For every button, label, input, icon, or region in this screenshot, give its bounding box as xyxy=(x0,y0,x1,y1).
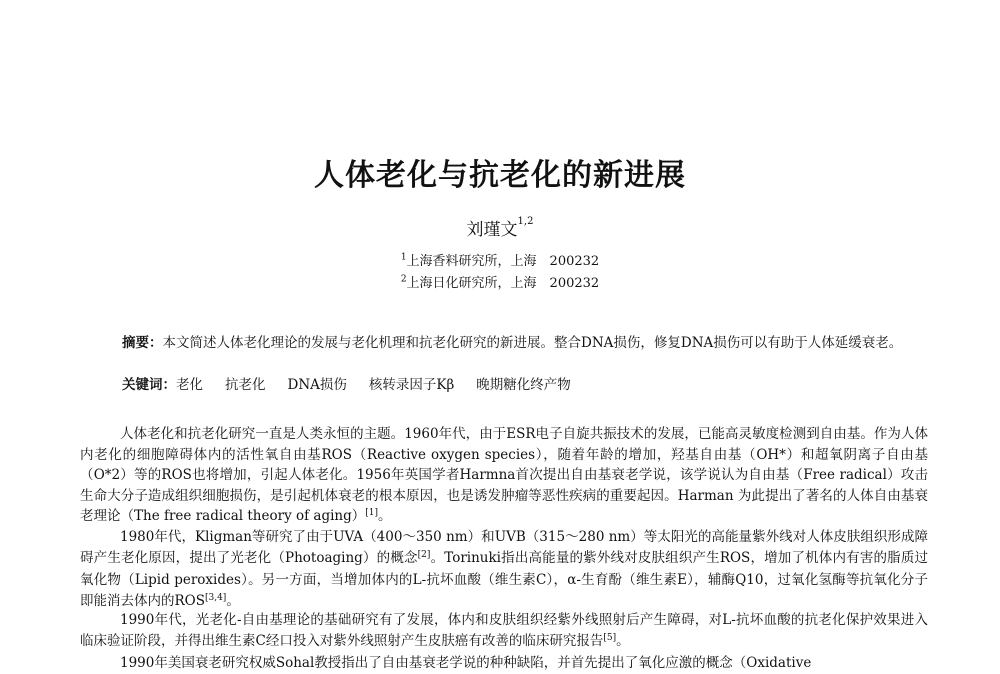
body-paragraph-2 xyxy=(80,527,928,613)
paragraph-text: 人体老化和抗老化研究一直是人类永恒的主题。1960年代，由于ESR电子自旋共振技术的发展，已能高灵敏度检测到自由基。作为人体内老化的细胞障碍体内的活性氧自由基ROS（Reactive oxygen species），随着年龄的增加，羟基自由基（OH*）和超氧阴离子自由基（O*2）等的ROS也将增加，引起人体老化。1956年英国学者Harmna首次提出自由基衰老学说，该学说认为自由基（Free radical）攻击生命大分子造成组织细胞损伤，是引起机体衰老的根本原因，也是诱发肿瘤等恶性疾病的重要起因。Harman 为此提出了著名的人体自由基衰老理论（The free radical theory of aging） xyxy=(80,426,928,524)
abstract-label: 摘要： xyxy=(122,335,163,351)
keyword-item: 核转录因子Kβ xyxy=(368,377,455,393)
paragraph-text: 1990年代，光老化-自由基理论的基础研究有了发展，体内和皮肤组织经紫外线照射后产生障碍，对L-抗坏血酸的抗老化保护效果进入临床验证阶段，并得出维生素C经口投入对紫外线照射产生皮肤癌有改善的临床研究报告 xyxy=(80,612,928,649)
abstract xyxy=(80,333,928,354)
keyword-item: DNA损伤 xyxy=(287,377,347,393)
paragraph-text: 。Torinuki指出高能量的紫外线对皮肤组织产生ROS，增加了机体内有害的脂质过氧化物（Lipid peroxides）。另一方面，当增加体内的L-抗坏血酸（维生素C），α-生育酚（维生素E），辅酶Q10，过氧化氢酶等抗氧化分子即能消去体内的ROS xyxy=(80,549,928,609)
citation-mark: [5] xyxy=(603,632,617,643)
paragraph-end: 。 xyxy=(226,592,240,609)
keyword-item: 抗老化 xyxy=(225,377,266,393)
author-name: 刘瑾文 xyxy=(466,220,518,240)
affiliation-2 xyxy=(0,272,1000,291)
paragraph-text: 1980年代，Kligman等研究了由于UVA（400～350 nm）和UVB（315～280 nm）等太阳光的高能量紫外线对人体皮肤组织形成障碍产生老化原因，提出了光老化（Photoaging）的概念 xyxy=(80,529,928,566)
body-paragraph-1 xyxy=(80,424,928,529)
keywords xyxy=(80,375,928,396)
keywords-label: 关键词： xyxy=(122,377,176,393)
author-line xyxy=(0,215,1000,240)
affiliation-1-mark: 1 xyxy=(400,252,407,263)
citation-mark: [1] xyxy=(365,508,378,518)
keyword-item: 老化 xyxy=(176,377,203,393)
affiliation-1 xyxy=(0,250,1000,269)
body-paragraph-3 xyxy=(80,610,928,653)
citation-mark: [3,4] xyxy=(204,592,227,603)
paragraph-end: 。 xyxy=(616,632,630,649)
paragraph-end: 。 xyxy=(378,508,392,524)
affiliation-2-text: 上海日化研究所，上海 200232 xyxy=(406,276,600,291)
affiliation-1-text: 上海香料研究所，上海 200232 xyxy=(406,254,600,269)
author-affiliation-marks: 1,2 xyxy=(517,216,534,228)
abstract-text: 本文简述人体老化理论的发展与老化机理和抗老化研究的新进展。整合DNA损伤，修复DNA损伤可以有助于人体延缓衰老。 xyxy=(162,335,903,351)
keyword-item: 晚期糖化终产物 xyxy=(476,377,571,393)
paragraph-text: 1990年美国衰老研究权威Sohal教授指出了自由基衰老学说的种种缺陷，并首先提出了氧化应激的概念（Oxidative xyxy=(120,655,812,671)
citation-mark: [2] xyxy=(417,549,431,560)
body-paragraph-4 xyxy=(80,653,928,674)
affiliation-2-mark: 2 xyxy=(400,274,407,285)
paper-title: 人体老化与抗老化的新进展 xyxy=(314,158,686,193)
